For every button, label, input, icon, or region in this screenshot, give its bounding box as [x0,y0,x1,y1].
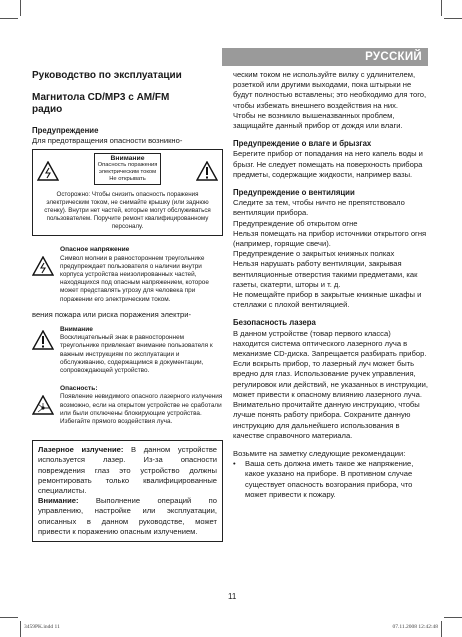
attention2-label: Внимание: [38,496,79,506]
ventilation-heading: Предупреждение о вентиляции [233,188,355,198]
attention2-text: Выполнение операций по управлению, настройке или эксплуатации, описанных в данном руководстве, может привести к поражению опасным излучением. [38,496,217,536]
warning-intro: Для предотвращения опасности возникно- [32,136,183,146]
crop-mark [0,617,18,618]
moisture-body: Берегите прибор от попадания на него капель воды и брызг. Не следует помещать на поверхность прибора предметы, содержащие жидкости, например вазы. [233,149,423,179]
laser-notice-box [32,440,223,542]
warning-heading: Предупреждение [32,126,99,135]
attention-row [32,326,223,375]
laser-safety-body: В данном устройстве (товар первого класса) находится система оптического лазерного луча в механизме CD-диска. Запрещается разбирать прибор. Если вскрыть прибор, то лазерный луч может быть вредно для глаз. Использование ручек управления, регулировок или действий, не указанных в инструкции, может привести к опасному влиянию лазерного луча. [233,328,428,399]
recommendations-intro: Возьмите на заметку следующие рекомендации: [233,448,406,458]
laser-danger-text [60,385,223,426]
moisture-heading: Предупреждение о влаге и брызгах [233,139,372,149]
caution-body: Осторожно: Чтобы снизить опасность поражения электрическим током, не снимайте крышку (или заднюю стенку). Внутри нет частей, которые могут обслуживаться пользователем. Поручите ремонт квалифицированному персоналу. [44,191,211,231]
ventilation-item: Не помещайте прибор в закрытые книжные шкафы и стеллажи с плохой вентиляцией. [233,290,422,310]
attention-text [60,326,223,375]
lightning-warning-icon [32,256,54,276]
caution-title: Внимание [110,155,145,163]
exclamation-warning-icon [32,330,54,350]
danger-voltage-row [32,246,223,303]
laser-danger-row [32,385,223,426]
language-banner: РУССКИЙ [222,48,428,66]
intro-text: ческим током не используйте вилку с удлинителем, розеткой или другими выходами, пока штырьки не будут полностью вставлены; это необходимо для того, чтобы избежать внешнего воздействия на них. [233,70,427,110]
ventilation-item: Предупреждение об открытом огне [233,218,358,228]
danger-voltage-body: Символ молнии в равностороннем треугольнике предупреждает пользователя о наличии внутри корпуса устройства неизолированных частей, находящихся под опасным напряжением, которое может представлять угрозу для человека при поражении его электрическим током. [60,254,209,303]
crop-mark [20,621,21,637]
footer-date: 07.11.2008 12:42:48 [392,624,438,630]
right-column [233,70,428,500]
ventilation-body: Следите за тем, чтобы ничто не препятствовало вентиляции прибора. [233,198,405,218]
laser-danger-body: Появление невидимого опасного лазерного излучения возможно, если на открытом устройстве не сработали или были отключены блокирующие устройства. Избегайте прямого воздействия луча. [60,393,223,426]
attention-heading: Внимание [60,326,93,334]
recommendation-item [233,459,428,500]
footer-file: 3459PK.indd 11 [24,624,60,630]
intro-text-2: Чтобы не возникло вышеназванных проблем, защищайте данный прибор от дождя или влаги. [233,110,403,131]
page-number: 11 [228,592,237,601]
crop-mark [444,18,462,19]
crop-mark [441,0,442,16]
laser-notice-label: Лазерное излучение: [38,445,124,455]
laser-safety-heading: Безопасность лазера [233,318,316,328]
ventilation-item: Нельзя нарушать работу вентиляции, закрывая вентиляционные отверстия такими предметами, как газеты, скатерти, шторы и т. д. [233,259,418,289]
product-title-line2: радио [32,104,63,115]
caution-caption [59,153,196,188]
product-title-line1: Магнитола CD/MP3 с AM/FM [32,92,170,103]
exclamation-warning-icon [196,161,218,181]
crop-mark [444,617,462,618]
left-column [32,70,223,542]
caution-box-header [37,153,218,188]
ventilation-item: Нельзя помещать на прибор источники открытого огня (например, горящие свечи). [233,228,427,249]
crop-mark [441,621,442,637]
laser-safety-body-2: Внимательно прочитайте данную инструкцию, чтобы лучше понять работу прибора. Сохраните данную инструкцию для дальнейшего использования в качестве справочного материала. [233,400,420,440]
caution-sub-3: Не открывать [109,176,146,183]
bullet-marker: • [233,459,236,469]
document-title: Руководство по эксплуатации [32,70,182,81]
crop-mark [20,0,21,16]
danger-voltage-heading: Опасное напряжение [60,246,130,254]
warning-continuation: вения пожара или риска поражения электри- [32,309,192,319]
laser-radiation-icon [32,395,54,415]
product-title [32,92,223,116]
danger-voltage-text [60,246,223,303]
caution-sub-2: электрическим током [98,169,157,176]
laser-notice-text: В данном устройстве используется лазер. Из-за опасности повреждения глаз это устройство должны ремонтировать только квалифицированные специалисты. [38,445,217,496]
caution-caption-frame [94,153,162,185]
crop-mark [0,18,18,19]
caution-sub-1: Опасность поражения [97,162,158,169]
attention-body: Восклицательный знак в равностороннем треугольнике привлекает внимание пользователя к важным инструкциям по эксплуатации и обслуживанию, содержащимся в документации, сопровождающей устройство. [60,334,213,375]
ventilation-item: Предупреждение о закрытых книжных полках [233,249,395,259]
caution-box [32,149,223,236]
recommendation-text: Ваша сеть должна иметь такое же напряжение, какое указано на приборе. В противном случае существует опасность возгорания прибора, что может привести к пожару. [245,459,414,499]
lightning-warning-icon [37,161,59,181]
laser-danger-heading: Опасность: [60,385,98,393]
